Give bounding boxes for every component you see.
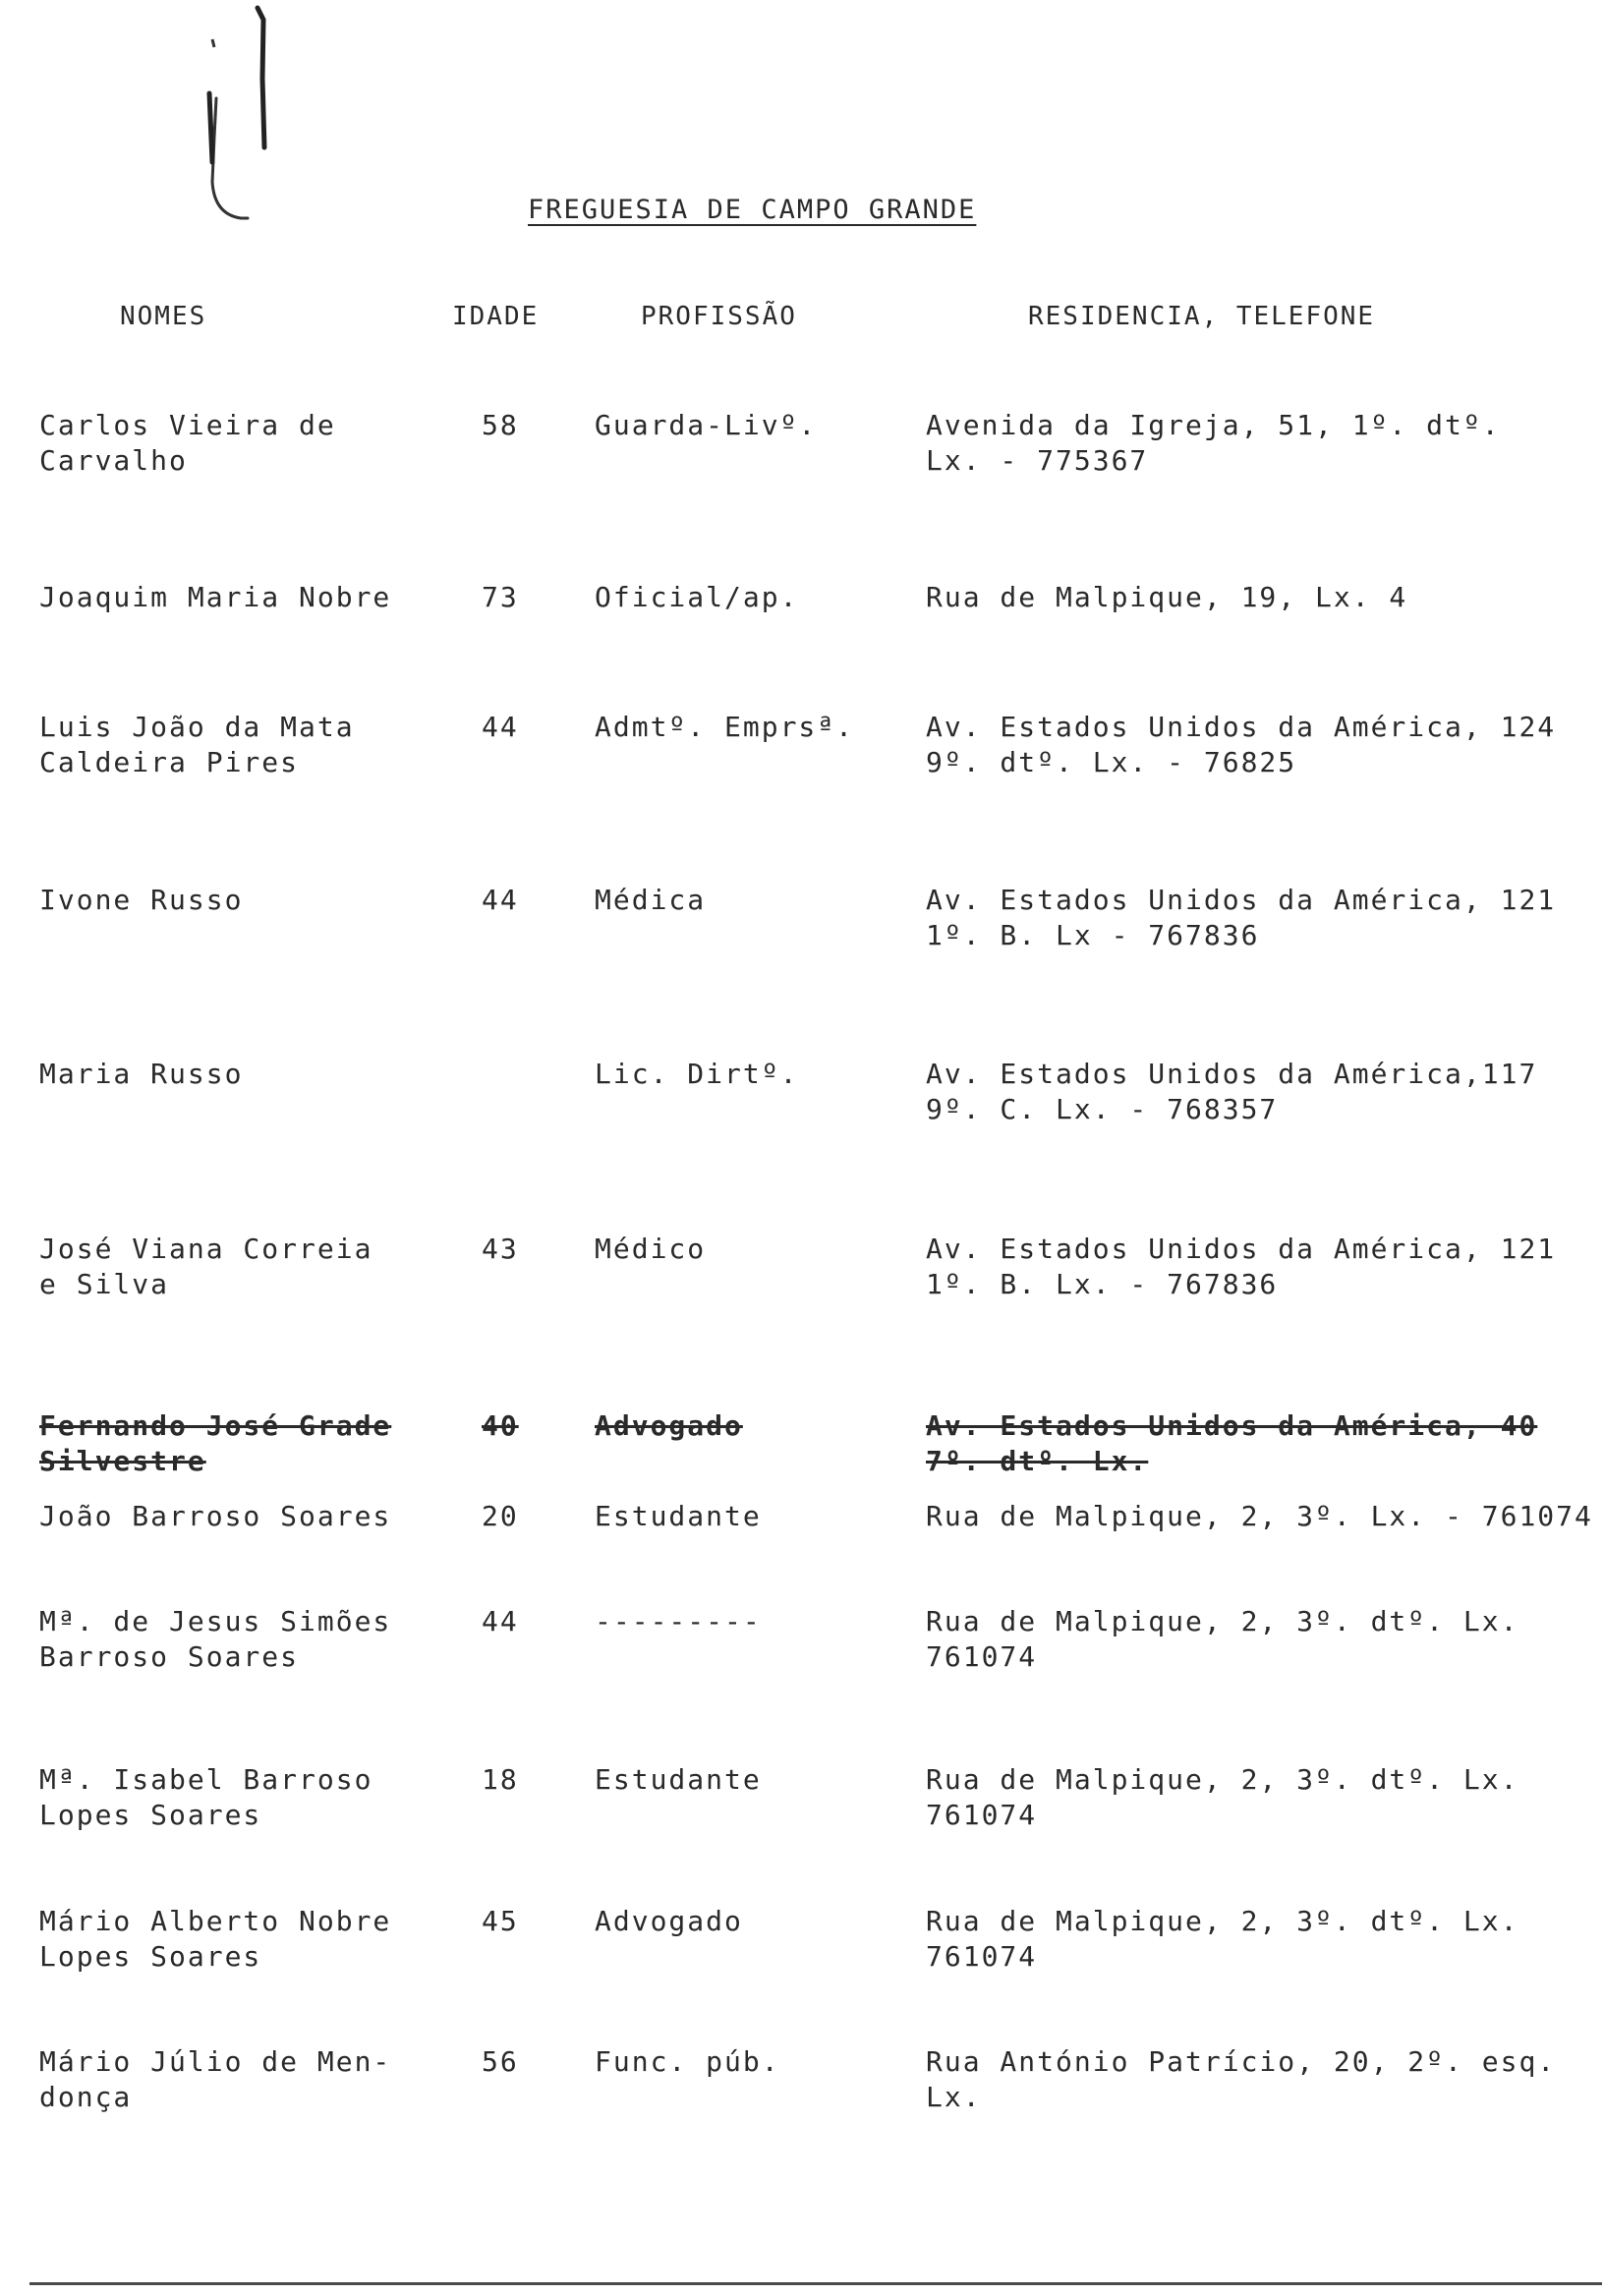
cell-idade: 44 [482, 711, 519, 743]
cell-idade: 40 [482, 1409, 519, 1442]
header-profissao: PROFISSÃO [641, 302, 797, 331]
cell-residencia: Rua de Malpique, 2, 3º. dtº. Lx. 761074 [926, 1605, 1519, 1673]
cell-profissao: --------- [595, 1605, 762, 1637]
cell-nome: Joaquim Maria Nobre [39, 581, 392, 613]
cell-profissao: Lic. Dirtº. [595, 1058, 799, 1090]
cell-profissao: Oficial/ap. [595, 581, 799, 613]
cell-residencia: Av. Estados Unidos da América, 121 1º. B. Lx - 767836 [926, 884, 1557, 951]
cell-residencia: Av. Estados Unidos da América,117 9º. C. Lx. - 768357 [926, 1058, 1538, 1125]
cell-nome: José Viana Correia e Silva [39, 1233, 373, 1300]
cell-idade: 73 [482, 581, 519, 613]
cell-nome: Mª. Isabel Barroso Lopes Soares [39, 1763, 373, 1831]
header-residencia: RESIDENCIA, TELEFONE [1028, 302, 1376, 331]
cell-profissao: Médico [595, 1233, 707, 1265]
cell-profissao: Médica [595, 884, 707, 916]
cell-nome: Mário Júlio de Men- donça [39, 2045, 392, 2113]
cell-profissao: Guarda-Livº. [595, 409, 818, 441]
cell-nome: Mário Alberto Nobre Lopes Soares [39, 1905, 392, 1973]
cell-residencia: Rua de Malpique, 2, 3º. dtº. Lx. 761074 [926, 1763, 1519, 1831]
cell-profissao: Func. púb. [595, 2045, 780, 2078]
cell-residencia: Av. Estados Unidos da América, 40 7º. dtº. Lx. [926, 1409, 1538, 1477]
header-nomes: NOMES [120, 302, 207, 331]
cell-residencia: Av. Estados Unidos da América, 124 9º. dtº. Lx. - 76825 [926, 711, 1557, 778]
header-idade: IDADE [452, 302, 540, 331]
cell-profissao: Estudante [595, 1500, 762, 1532]
cell-residencia: Avenida da Igreja, 51, 1º. dtº. Lx. - 775367 [926, 409, 1501, 477]
cell-nome: João Barroso Soares [39, 1500, 392, 1532]
cell-residencia: Rua de Malpique, 2, 3º. dtº. Lx. 761074 [926, 1905, 1519, 1973]
cell-residencia: Rua de Malpique, 2, 3º. Lx. - 761074 [926, 1500, 1593, 1532]
cell-nome: Fernando José Grade Silvestre [39, 1409, 392, 1477]
cell-residencia: Rua António Patrício, 20, 2º. esq. Lx. [926, 2045, 1557, 2113]
cell-nome: Luis João da Mata Caldeira Pires [39, 711, 355, 778]
cell-nome: Ivone Russo [39, 884, 244, 916]
cell-idade: 44 [482, 884, 519, 916]
cell-idade: 20 [482, 1500, 519, 1532]
page-title: FREGUESIA DE CAMPO GRANDE [528, 195, 977, 225]
cell-profissao: Advogado [595, 1905, 743, 1937]
footer-rule [29, 2282, 1602, 2285]
cell-residencia: Av. Estados Unidos da América, 121 1º. B. Lx. - 767836 [926, 1233, 1557, 1300]
cell-residencia: Rua de Malpique, 19, Lx. 4 [926, 581, 1408, 613]
cell-idade: 18 [482, 1763, 519, 1796]
cell-idade: 45 [482, 1905, 519, 1937]
cell-profissao: Estudante [595, 1763, 762, 1796]
cell-nome: Carlos Vieira de Carvalho [39, 409, 336, 477]
cell-nome: Maria Russo [39, 1058, 244, 1090]
cell-idade: 56 [482, 2045, 519, 2078]
cell-profissao: Advogado [595, 1409, 743, 1442]
cell-nome: Mª. de Jesus Simões Barroso Soares [39, 1605, 392, 1673]
cell-profissao: Admtº. Emprsª. [595, 711, 855, 743]
cell-idade: 44 [482, 1605, 519, 1637]
handwritten-mark [197, 0, 275, 226]
cell-idade: 43 [482, 1233, 519, 1265]
cell-idade: 58 [482, 409, 519, 441]
